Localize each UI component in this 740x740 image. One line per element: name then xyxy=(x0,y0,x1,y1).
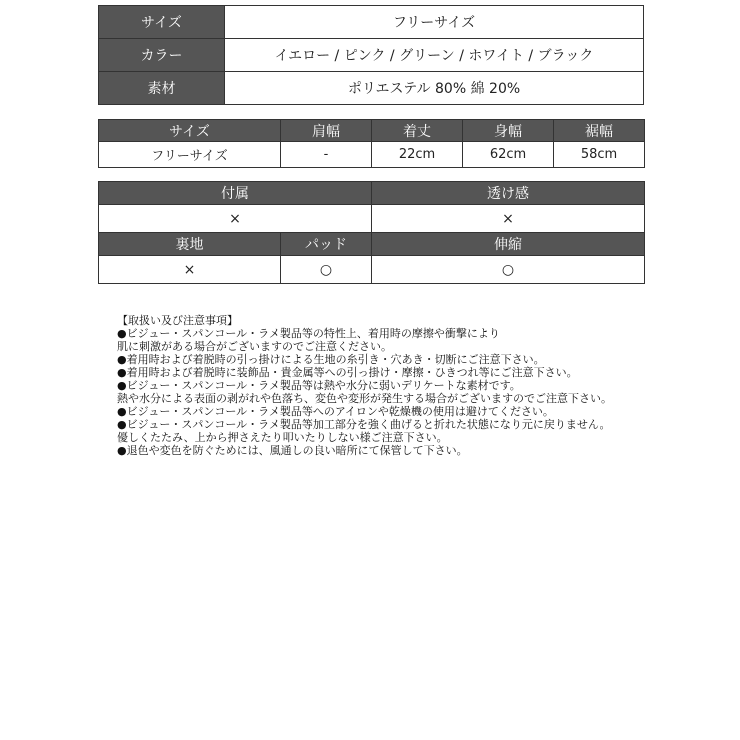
spec-row-color xyxy=(99,39,644,72)
feature-header-cell: 付属 xyxy=(99,182,372,205)
care-note-line: ●着用時および着脱時の引っ掛けによる生地の糸引き・穴あき・切断にご注意下さい。 xyxy=(117,353,545,366)
spec-row-material xyxy=(99,72,644,105)
size-value-cell: フリーサイズ xyxy=(99,142,281,168)
feature-header-cell: 透け感 xyxy=(372,182,645,205)
feature-value-cell: × xyxy=(99,205,372,233)
spec-label: カラー xyxy=(99,39,225,72)
care-note-line: ●ビジュー・スパンコール・ラメ製品等の特性上、着用時の摩擦や衝撃により xyxy=(117,327,500,340)
care-note-line: 肌に刺激がある場合がございますのでご注意ください。 xyxy=(117,340,392,353)
care-note-line: ●ビジュー・スパンコール・ラメ製品等へのアイロンや乾燥機の使用は避けてください。 xyxy=(117,405,554,418)
size-value-cell: 58cm xyxy=(554,142,645,168)
feature-value-cell: × xyxy=(99,256,281,284)
size-value-cell: 62cm xyxy=(463,142,554,168)
feature-value-cell: ○ xyxy=(281,256,372,284)
size-table xyxy=(98,119,645,168)
size-table-row xyxy=(99,142,645,168)
care-note-line: ●退色や変色を防ぐためには、風通しの良い暗所にて保管して下さい。 xyxy=(117,444,468,457)
spec-value: フリーサイズ xyxy=(225,6,644,39)
spec-row-size xyxy=(99,6,644,39)
care-notes-title: 【取扱い及び注意事項】 xyxy=(117,314,238,327)
feature-header-cell: 伸縮 xyxy=(372,233,645,256)
spec-value: イエロー / ピンク / グリーン / ホワイト / ブラック xyxy=(225,39,644,72)
spec-label: サイズ xyxy=(99,6,225,39)
feature-table xyxy=(98,181,645,284)
care-note-line: ●ビジュー・スパンコール・ラメ製品等は熱や水分に弱いデリケートな素材です。 xyxy=(117,379,521,392)
size-header-cell: 肩幅 xyxy=(281,120,372,142)
care-note-line: 熱や水分による表面の剥がれや色落ち、変色や変形が発生する場合がございますのでご注意下さい。 xyxy=(117,392,612,405)
care-note-line: ●着用時および着脱時に装飾品・貴金属等への引っ掛け・摩擦・ひきつれ等にご注意下さい。 xyxy=(117,366,578,379)
feature-value-row-1 xyxy=(99,205,645,233)
feature-value-cell: × xyxy=(372,205,645,233)
feature-header-row-2 xyxy=(99,233,645,256)
feature-value-cell: ○ xyxy=(372,256,645,284)
size-table-header-row xyxy=(99,120,645,142)
size-value-cell: 22cm xyxy=(372,142,463,168)
size-header-cell: 身幅 xyxy=(463,120,554,142)
spec-label: 素材 xyxy=(99,72,225,105)
spec-table xyxy=(98,5,644,105)
spec-value: ポリエステル 80% 綿 20% xyxy=(225,72,644,105)
care-notes xyxy=(117,314,657,457)
size-header-cell: 着丈 xyxy=(372,120,463,142)
care-note-line: ●ビジュー・スパンコール・ラメ製品等加工部分を強く曲げると折れた状態になり元に戻りません。 xyxy=(117,418,611,431)
care-note-line: 優しくたたみ、上から押さえたり叩いたりしない様ご注意下さい。 xyxy=(117,431,448,444)
size-value-cell: - xyxy=(281,142,372,168)
size-header-cell: 裾幅 xyxy=(554,120,645,142)
size-header-cell: サイズ xyxy=(99,120,281,142)
feature-header-row-1 xyxy=(99,182,645,205)
feature-header-cell: パッド xyxy=(281,233,372,256)
feature-header-cell: 裏地 xyxy=(99,233,281,256)
feature-value-row-2 xyxy=(99,256,645,284)
